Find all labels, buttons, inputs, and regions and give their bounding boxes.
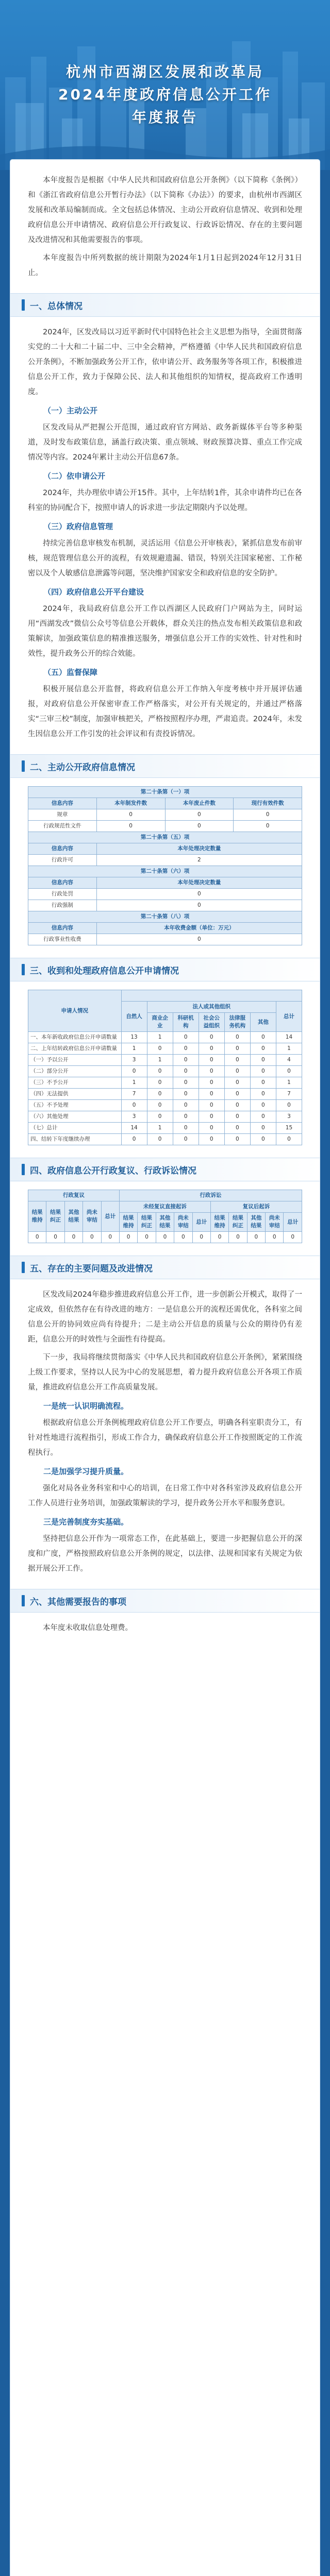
body-paragraph: 根据政府信息公开条例梳理政府信息公开工作要点，明确各科室职责分工，有针对性地进行流程指引，形成工作合力，确保政府信息公开工作按照既定的工作流程执行。 bbox=[28, 1419, 302, 1457]
table-cell: 0 bbox=[224, 1066, 250, 1077]
table-cell: 0 bbox=[234, 821, 302, 832]
table-cell: 0 bbox=[224, 1089, 250, 1100]
table-cell: 行政规范性文件 bbox=[28, 821, 97, 832]
table-col-header: 尚未审结 bbox=[266, 1213, 284, 1232]
table-row bbox=[28, 1089, 302, 1100]
table-row-label: （一）予以公开 bbox=[28, 1055, 122, 1066]
table-cell: 0 bbox=[247, 1232, 265, 1243]
table-col-header: 尚未审结 bbox=[83, 1201, 101, 1232]
report-banner bbox=[0, 0, 330, 170]
table-cell: 15 bbox=[276, 1123, 302, 1134]
table-cell: 0 bbox=[224, 1077, 250, 1089]
table-row-label: （二）部分公开 bbox=[28, 1066, 122, 1077]
section-heading bbox=[10, 754, 320, 778]
table-cell: 0 bbox=[173, 1066, 199, 1077]
subsection-title: （二）依申请公开 bbox=[43, 471, 106, 481]
table-cell: 0 bbox=[173, 1100, 199, 1111]
table-col-header: 尚未审结 bbox=[174, 1213, 192, 1232]
table-cell: 0 bbox=[147, 1089, 173, 1100]
subsection-title: 三是完善制度夯实基础。 bbox=[43, 1517, 129, 1527]
table-cell: 0 bbox=[250, 1123, 276, 1134]
table-cell: 0 bbox=[83, 1232, 101, 1243]
table-cell: 0 bbox=[96, 809, 165, 821]
table-row-label: （五）不予处理 bbox=[28, 1100, 122, 1111]
table-cell: 0 bbox=[224, 1123, 250, 1134]
table-col-header: 总计 bbox=[192, 1213, 210, 1232]
table-col-header: 科研机构 bbox=[173, 1013, 199, 1032]
table-col-header: 法律服务机构 bbox=[224, 1013, 250, 1032]
table-col-header: 社会公益组织 bbox=[199, 1013, 224, 1032]
table-col-header: 现行有效件数 bbox=[234, 798, 302, 809]
table-cell: 7 bbox=[276, 1089, 302, 1100]
subsection-title: （一）主动公开 bbox=[43, 406, 98, 415]
section-heading bbox=[10, 1589, 320, 1613]
table-col-header: 本年制发件数 bbox=[96, 798, 165, 809]
table-row-label: 一、本年新收政府信息公开申请数量 bbox=[28, 1032, 122, 1043]
banner-title-line-2: 2024年度政府信息公开工作 bbox=[58, 86, 272, 103]
table-row bbox=[28, 1066, 302, 1077]
section-title: 四、政府信息公开行政复议、行政诉讼情况 bbox=[30, 1165, 196, 1176]
table-cell: 0 bbox=[147, 1066, 173, 1077]
table-col-header: 信息内容 bbox=[28, 877, 97, 889]
table-col-header: 其他结果 bbox=[156, 1213, 174, 1232]
table-row-label: （三）不予公开 bbox=[28, 1077, 122, 1089]
table-row bbox=[28, 855, 302, 866]
table-row bbox=[28, 1232, 302, 1243]
table-row-label: （六）其他处理 bbox=[28, 1111, 122, 1123]
table-cell: 1 bbox=[121, 1043, 147, 1055]
section-title: 五、存在的主要问题及改进情况 bbox=[30, 1263, 153, 1274]
table-cell: 0 bbox=[156, 1232, 174, 1243]
section-marker-icon bbox=[22, 1262, 25, 1273]
table-cell: 0 bbox=[192, 1232, 210, 1243]
section-heading bbox=[10, 1256, 320, 1279]
section-marker-icon bbox=[22, 760, 25, 772]
table-cell: 0 bbox=[250, 1043, 276, 1055]
table-col-header: 行政诉讼 bbox=[119, 1190, 302, 1201]
proactive-disclosure-table bbox=[28, 786, 302, 945]
table-col-header: 复议后起诉 bbox=[210, 1201, 302, 1213]
table-row bbox=[28, 821, 302, 832]
table-col-header: 总计 bbox=[284, 1213, 302, 1232]
table-cell: 0 bbox=[250, 1100, 276, 1111]
body-paragraph: 下一步，我局将继续贯彻落实《中华人民共和国政府信息公开条例》，紧紧围绕上级工作要求，坚持以人民为中心的发展思想，着力提升政府信息公开各项工作质量，推进政府信息公开工作高质量发展。 bbox=[28, 1353, 302, 1392]
table-cell: 0 bbox=[284, 1232, 302, 1243]
table-col-header bbox=[121, 990, 302, 1002]
table-cell: 0 bbox=[147, 1077, 173, 1089]
section-title: 六、其他需要报告的事项 bbox=[30, 1597, 126, 1607]
table-cell: 0 bbox=[147, 1043, 173, 1055]
body-paragraph: 2024年，区发改局以习近平新时代中国特色社会主义思想为指导，全面贯彻落实党的二十大和二十届二中、三中全会精神，严格遵循《中华人民共和国政府信息公开条例》，不断加强政务公开工作，依申请公开、政务服务等各项工作，积极推进信息公开工作，致力于保障公民、法人和其他组织的知情权，提高政府工作透明度。 bbox=[28, 328, 302, 396]
table-cell: 0 bbox=[96, 934, 302, 945]
table-cell: 0 bbox=[96, 900, 302, 911]
table-block-header: 第二十条第（一）项 bbox=[28, 787, 302, 798]
table-cell: 0 bbox=[121, 1100, 147, 1111]
table-row bbox=[28, 1100, 302, 1111]
table-col-header: 其他 bbox=[250, 1013, 276, 1032]
table-block-header: 第二十条第（六）项 bbox=[28, 866, 302, 877]
table-col-header: 信息内容 bbox=[28, 843, 97, 855]
intro-paragraph: 本年度报告中所列数据的统计期限为2024年1月1日起到2024年12月31日止。 bbox=[28, 254, 302, 277]
table-cell: 行政处罚 bbox=[28, 889, 97, 900]
table-cell: 0 bbox=[173, 1123, 199, 1134]
table-col-header: 未经复议直接起诉 bbox=[119, 1201, 210, 1213]
section-heading bbox=[10, 958, 320, 981]
body-paragraph: 2024年，共办理依申请公开15件。其中，上年结转1件，其余申请件均已在各科室的协同配合下，按照申请人的诉求进一步法定期限内予以处理。 bbox=[28, 489, 302, 512]
table-row-label: （七）总计 bbox=[28, 1123, 122, 1134]
subsection-title: 二是加强学习提升质量。 bbox=[43, 1467, 129, 1476]
table-cell: 0 bbox=[165, 821, 234, 832]
section-title: 三、收到和处理政府信息公开申请情况 bbox=[30, 965, 179, 976]
table-cell: 0 bbox=[199, 1089, 224, 1100]
section-heading bbox=[10, 293, 320, 317]
table-row bbox=[28, 934, 302, 945]
table-col-header: 本年处理决定数量 bbox=[96, 877, 302, 889]
table-col-header: 总计 bbox=[101, 1201, 119, 1232]
table-cell: 0 bbox=[250, 1055, 276, 1066]
table-cell: 1 bbox=[276, 1077, 302, 1089]
report-paper bbox=[10, 160, 320, 2576]
table-cell: 1 bbox=[147, 1123, 173, 1134]
table-cell: 0 bbox=[173, 1111, 199, 1123]
table-cell: 0 bbox=[276, 1134, 302, 1145]
table-row bbox=[28, 1077, 302, 1089]
table-cell: 0 bbox=[250, 1077, 276, 1089]
table-cell: 0 bbox=[224, 1111, 250, 1123]
table-col-header: 行政复议 bbox=[28, 1190, 120, 1201]
section-marker-icon bbox=[22, 1595, 25, 1606]
body-paragraph: 本年度未收取信息处理费。 bbox=[43, 1624, 133, 1632]
table-row-label: 四、结转下年度继续办理 bbox=[28, 1134, 122, 1145]
table-cell: 0 bbox=[276, 1066, 302, 1077]
table-cell: 0 bbox=[173, 1077, 199, 1089]
table-cell: 0 bbox=[199, 1055, 224, 1066]
table-cell: 4 bbox=[276, 1055, 302, 1066]
table-col-header: 结果维持 bbox=[28, 1201, 46, 1232]
table-cell: 0 bbox=[276, 1100, 302, 1111]
table-col-header: 其他结果 bbox=[64, 1201, 82, 1232]
table-cell: 1 bbox=[121, 1077, 147, 1089]
table-cell: 0 bbox=[224, 1134, 250, 1145]
body-paragraph: 坚持把信息公开作为一项常态工作，在此基础上，要进一步把握信息公开的深度和广度，严格按照政府信息公开条例的规定，以法律、法规和国家有关规定为依据开展公开工作。 bbox=[28, 1535, 302, 1573]
table-cell: 0 bbox=[101, 1232, 119, 1243]
section-title: 一、总体情况 bbox=[30, 301, 82, 312]
table-col-header: 结果维持 bbox=[210, 1213, 228, 1232]
table-cell: 0 bbox=[121, 1066, 147, 1077]
table-cell: 0 bbox=[199, 1066, 224, 1077]
table-row-label: 二、上年结转政府信息公开申请数量 bbox=[28, 1043, 122, 1055]
subsection-title: （五）监督保障 bbox=[43, 668, 98, 677]
table-cell: 0 bbox=[234, 809, 302, 821]
intro-paragraph: 本年度报告是根据《中华人民共和国政府信息公开条例》（以下简称《条例》）和《浙江省政府信息公开暂行办法》（以下简称《办法》）的要求，由杭州市西湖区发展和改革局编制而成。全文包括总体情况、主动公开政府信息情况、收到和处理政府信息公开申请情况、政府信息公开行政复议、行政诉讼情况、存在的主要问题及改进情况和其他需要报告的事项。 bbox=[28, 176, 302, 244]
table-col-header: 信息内容 bbox=[28, 798, 97, 809]
table-cell: 1 bbox=[276, 1043, 302, 1055]
table-row bbox=[28, 1123, 302, 1134]
section-marker-icon bbox=[22, 299, 25, 311]
table-cell: 0 bbox=[210, 1232, 228, 1243]
table-cell: 3 bbox=[121, 1055, 147, 1066]
table-cell: 0 bbox=[199, 1134, 224, 1145]
body-paragraph: 2024年，我局政府信息公开工作以西湖区人民政府门户网站为主，同时运用“西湖发改”微信公众号等信息公开载体，群众关注的热点发布相关政策信息和政策解读，加强政策信息的精准推送服务，增强信息公开工作的实效性、针对性和时效性，提升政务公开的综合效能。 bbox=[28, 605, 302, 658]
table-col-header: 商业企业 bbox=[147, 1013, 173, 1032]
body-paragraph: 区发改局2024年稳步推进政府信息公开工作，进一步创新公开模式，取得了一定成效，但依然存在有待改进的地方：一是信息公开的流程还需优化，各科室之间信息公开的协同效应尚有待提升；二是主动公开信息的质量与公众的期待仍有差距，信息公开的时效性与全面性有待提高。 bbox=[28, 1291, 302, 1344]
table-cell: 行政事业性收费 bbox=[28, 934, 97, 945]
table-cell: 0 bbox=[173, 1089, 199, 1100]
banner-title-line-1: 杭州市西湖区发展和改革局 bbox=[65, 63, 264, 80]
section-heading bbox=[10, 1158, 320, 1181]
table-cell: 0 bbox=[199, 1111, 224, 1123]
table-cell: 0 bbox=[165, 809, 234, 821]
table-cell: 0 bbox=[173, 1032, 199, 1043]
subsection-title: 一是统一认识明确流程。 bbox=[43, 1401, 129, 1411]
table-cell: 行政强制 bbox=[28, 900, 97, 911]
table-cell: 0 bbox=[224, 1032, 250, 1043]
table-cell: 0 bbox=[199, 1123, 224, 1134]
table-col-header: 申请人情况 bbox=[28, 990, 122, 1032]
body-paragraph: 持续完善信息审核发布机制，灵活运用《信息公开审核表》，紧抓信息发布前审核，规范管理信息公开的流程，有效规避遗漏、错误，特别关注国家秘密、工作秘密以及个人敏感信息泄露等问题，坚决维护国家安全和政府信息的安全防护。 bbox=[28, 539, 302, 578]
table-block-header: 第二十条第（八）项 bbox=[28, 911, 302, 923]
table-cell: 1 bbox=[147, 1055, 173, 1066]
table-cell: 0 bbox=[96, 821, 165, 832]
review-litigation-table bbox=[28, 1190, 302, 1243]
table-col-header: 自然人 bbox=[121, 1002, 147, 1032]
body-paragraph: 区发改局从严把握公开范围，通过政府官方网站、政务新媒体平台等多种渠道，及时发布政策信息，涵盖行政决策、重点领域、财政预算决算、重点工作完成情况等内容。2024年累计主动公开信息67条。 bbox=[28, 423, 302, 462]
table-cell: 0 bbox=[96, 889, 302, 900]
table-cell: 0 bbox=[46, 1232, 64, 1243]
table-cell: 0 bbox=[224, 1055, 250, 1066]
table-cell: 14 bbox=[121, 1123, 147, 1134]
table-cell: 0 bbox=[119, 1232, 137, 1243]
table-col-header: 结果纠正 bbox=[229, 1213, 247, 1232]
table-cell: 行政许可 bbox=[28, 855, 97, 866]
body-paragraph: 强化对局各业务科室和中心的培训，在日常工作中对各科室涉及政府信息公开工作人员进行业务培训，加强政策解读的学习，提升政务公开水平和服务意识。 bbox=[28, 1484, 302, 1507]
table-cell: 0 bbox=[250, 1134, 276, 1145]
table-cell: 0 bbox=[64, 1232, 82, 1243]
table-cell: 0 bbox=[28, 1232, 46, 1243]
table-cell: 0 bbox=[173, 1055, 199, 1066]
table-row bbox=[28, 1043, 302, 1055]
table-cell: 0 bbox=[224, 1043, 250, 1055]
table-row bbox=[28, 809, 302, 821]
table-cell: 0 bbox=[121, 1134, 147, 1145]
table-row bbox=[28, 1055, 302, 1066]
table-cell: 14 bbox=[276, 1032, 302, 1043]
table-row bbox=[28, 889, 302, 900]
table-row-label: （四）无法提供 bbox=[28, 1089, 122, 1100]
table-cell: 0 bbox=[199, 1077, 224, 1089]
body-paragraph: 积极开展信息公开监督，将政府信息公开工作纳入年度考核中并开展评估通报，对政府信息公开保密审查工作严格落实，对公开有关规定的，并通过严格落实“三审三校”制度，加强审核把关，严格按照程序办理，严肃追责。2024年，未发生因信息公开工作引发的社会评议和有责投诉情况。 bbox=[28, 685, 302, 738]
table-cell: 3 bbox=[276, 1111, 302, 1123]
table-row bbox=[28, 900, 302, 911]
banner-title-line-3: 年度报告 bbox=[131, 109, 198, 126]
table-cell: 1 bbox=[147, 1032, 173, 1043]
table-cell: 0 bbox=[224, 1100, 250, 1111]
table-cell: 0 bbox=[174, 1232, 192, 1243]
table-cell: 0 bbox=[147, 1134, 173, 1145]
table-cell: 0 bbox=[199, 1043, 224, 1055]
table-row bbox=[28, 1032, 302, 1043]
table-col-header: 本年废止件数 bbox=[165, 798, 234, 809]
table-cell: 0 bbox=[250, 1111, 276, 1123]
section-marker-icon bbox=[22, 1164, 25, 1175]
table-cell: 0 bbox=[250, 1089, 276, 1100]
table-cell: 0 bbox=[173, 1134, 199, 1145]
table-cell: 3 bbox=[121, 1111, 147, 1123]
table-col-header: 结果纠正 bbox=[138, 1213, 156, 1232]
application-handling-table bbox=[28, 990, 302, 1145]
table-row bbox=[28, 1111, 302, 1123]
table-col-header: 总计 bbox=[276, 1002, 302, 1032]
section-marker-icon bbox=[22, 964, 25, 975]
table-col-header: 结果纠正 bbox=[46, 1201, 64, 1232]
table-cell: 0 bbox=[138, 1232, 156, 1243]
table-cell: 0 bbox=[229, 1232, 247, 1243]
table-cell: 规章 bbox=[28, 809, 97, 821]
table-cell: 0 bbox=[250, 1032, 276, 1043]
table-col-header: 信息内容 bbox=[28, 923, 97, 934]
table-cell: 13 bbox=[121, 1032, 147, 1043]
table-col-header: 其他结果 bbox=[247, 1213, 265, 1232]
table-col-header: 本年处理决定数量 bbox=[96, 843, 302, 855]
table-col-header: 法人或其他组织 bbox=[147, 1002, 276, 1013]
subsection-title: （四）政府信息公开平台建设 bbox=[43, 587, 144, 597]
table-cell: 0 bbox=[147, 1100, 173, 1111]
table-cell: 0 bbox=[250, 1066, 276, 1077]
table-cell: 0 bbox=[173, 1043, 199, 1055]
subsection-title: （三）政府信息管理 bbox=[43, 522, 113, 531]
table-cell: 0 bbox=[199, 1032, 224, 1043]
table-cell: 0 bbox=[199, 1100, 224, 1111]
section-title: 二、主动公开政府信息情况 bbox=[30, 762, 135, 773]
table-col-header: 结果维持 bbox=[119, 1213, 137, 1232]
table-cell: 0 bbox=[266, 1232, 284, 1243]
table-cell: 0 bbox=[147, 1111, 173, 1123]
table-row bbox=[28, 1134, 302, 1145]
table-cell: 2 bbox=[96, 855, 302, 866]
table-block-header: 第二十条第（五）项 bbox=[28, 832, 302, 843]
table-col-header: 本年收费金额（单位：万元） bbox=[96, 923, 302, 934]
table-cell: 7 bbox=[121, 1089, 147, 1100]
